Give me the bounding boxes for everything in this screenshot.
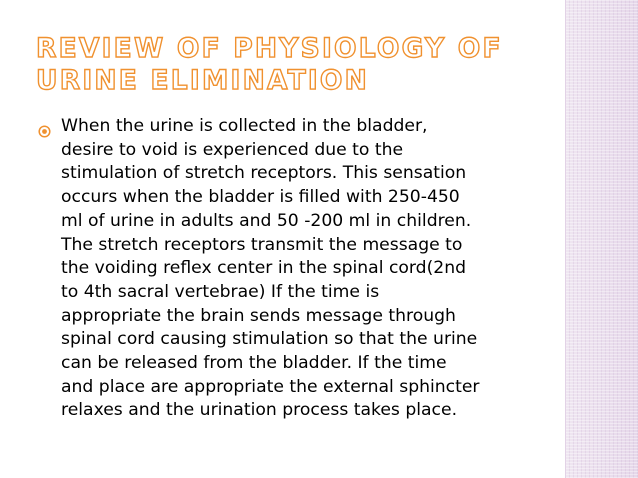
side-stripe-edge <box>565 0 566 478</box>
decorative-side-stripe <box>565 0 638 478</box>
bullet-paragraph: When the urine is collected in the bladder, desire to void is experienced due to the stimulation of stretch receptors. This sensation occurs when the bladder is filled with 250-450 ml of urine in adults and 50 -200 ml in children. The stretch receptors transmit the message to the voiding reflex center in the spinal cord(2nd to 4th sacral vertebrae) If the time is appropriate the brain sends message through spinal cord causing stimulation so that the urine can be released from the bladder. If the time and place are appropriate the external sphincter relaxes and the urination process takes place. <box>61 116 480 421</box>
circled-dot-icon <box>38 125 51 138</box>
slide-title: REVIEW OF PHYSIOLOGY OF URINE ELIMINATION <box>36 33 503 96</box>
